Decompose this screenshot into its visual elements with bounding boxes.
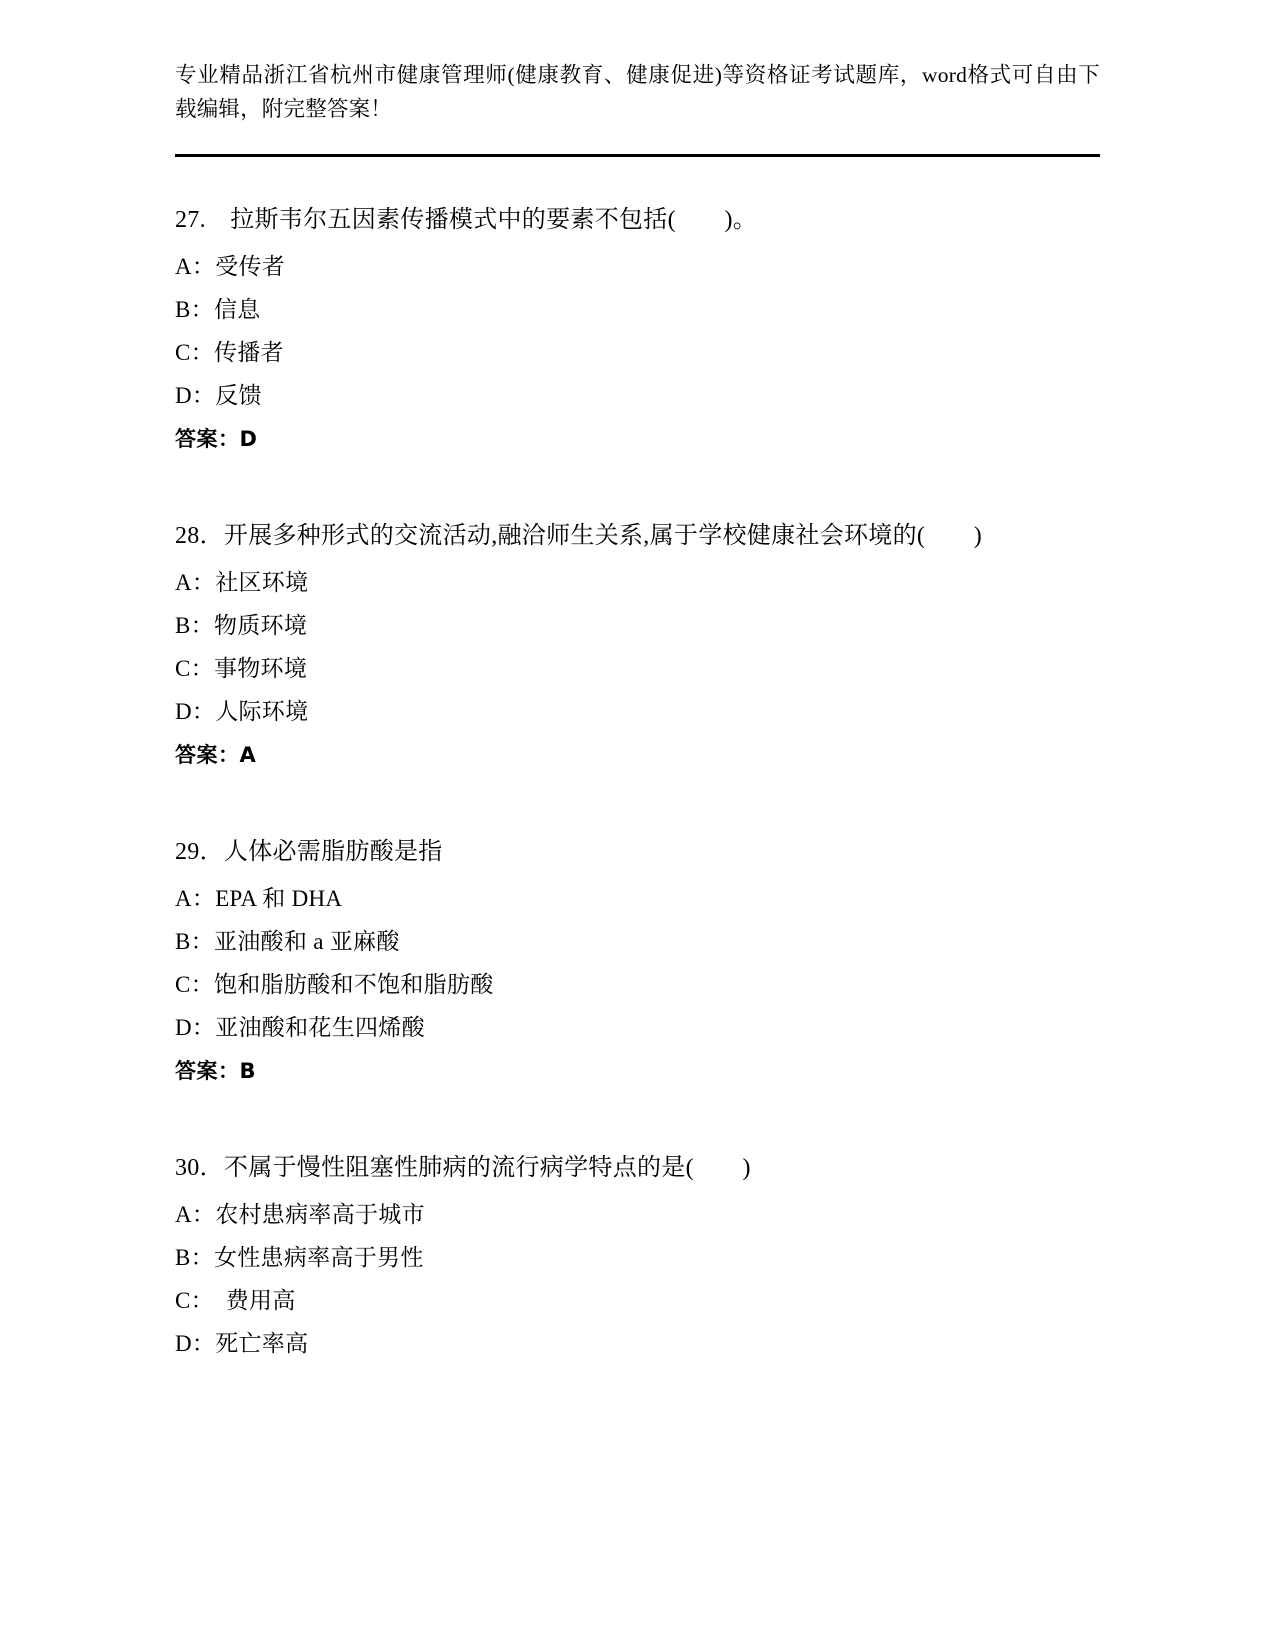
option-a: A：社区环境 (175, 570, 309, 595)
option-c: C：事物环境 (175, 656, 308, 681)
question-block (175, 515, 1100, 775)
answer-line (175, 1051, 1100, 1091)
option-b: B：物质环境 (175, 613, 308, 638)
option-c: C：饱和脂肪酸和不饱和脂肪酸 (175, 972, 494, 997)
option-d: D：死亡率高 (175, 1331, 309, 1356)
answer-line (175, 419, 1100, 459)
option-a: A：EPA 和 DHA (175, 886, 343, 911)
question-block (175, 1147, 1100, 1365)
question-block (175, 199, 1100, 459)
option-c: C：传播者 (175, 340, 284, 365)
option-a: A：受传者 (175, 254, 286, 279)
answer-value: D (239, 427, 258, 451)
question-stem: 28．开展多种形式的交流活动,融洽师生关系,属于学校健康社会环境的( ) (175, 523, 983, 549)
question-stem: 30．不属于慢性阻塞性肺病的流行病学特点的是( ) (175, 1155, 751, 1181)
header-divider (175, 154, 1100, 157)
answer-value: B (239, 1059, 257, 1083)
header-note: 专业精品浙江省杭州市健康管理师(健康教育、健康促进)等资格证考试题库，word格式可自由下载编辑，附完整答案！ (175, 63, 1100, 121)
option-d: D：人际环境 (175, 699, 309, 724)
question-stem: 29．人体必需脂肪酸是指 (175, 839, 443, 865)
option-d: D：反馈 (175, 383, 262, 408)
answer-value: A (239, 743, 257, 767)
option-b: B：女性患病率高于男性 (175, 1245, 424, 1270)
option-b: B：亚油酸和 a 亚麻酸 (175, 929, 400, 954)
option-b: B：信息 (175, 297, 261, 322)
option-c: C： 费用高 (175, 1288, 296, 1313)
option-a: A：农村患病率高于城市 (175, 1202, 425, 1227)
option-d: D：亚油酸和花生四烯酸 (175, 1015, 425, 1040)
answer-label: 答案： (175, 743, 240, 767)
questions-container (175, 199, 1100, 1365)
question-stem: 27. 拉斯韦尔五因素传播模式中的要素不包括( )。 (175, 207, 758, 233)
answer-label: 答案： (175, 427, 240, 451)
answer-line (175, 735, 1100, 775)
answer-label: 答案： (175, 1059, 240, 1083)
question-block (175, 831, 1100, 1091)
